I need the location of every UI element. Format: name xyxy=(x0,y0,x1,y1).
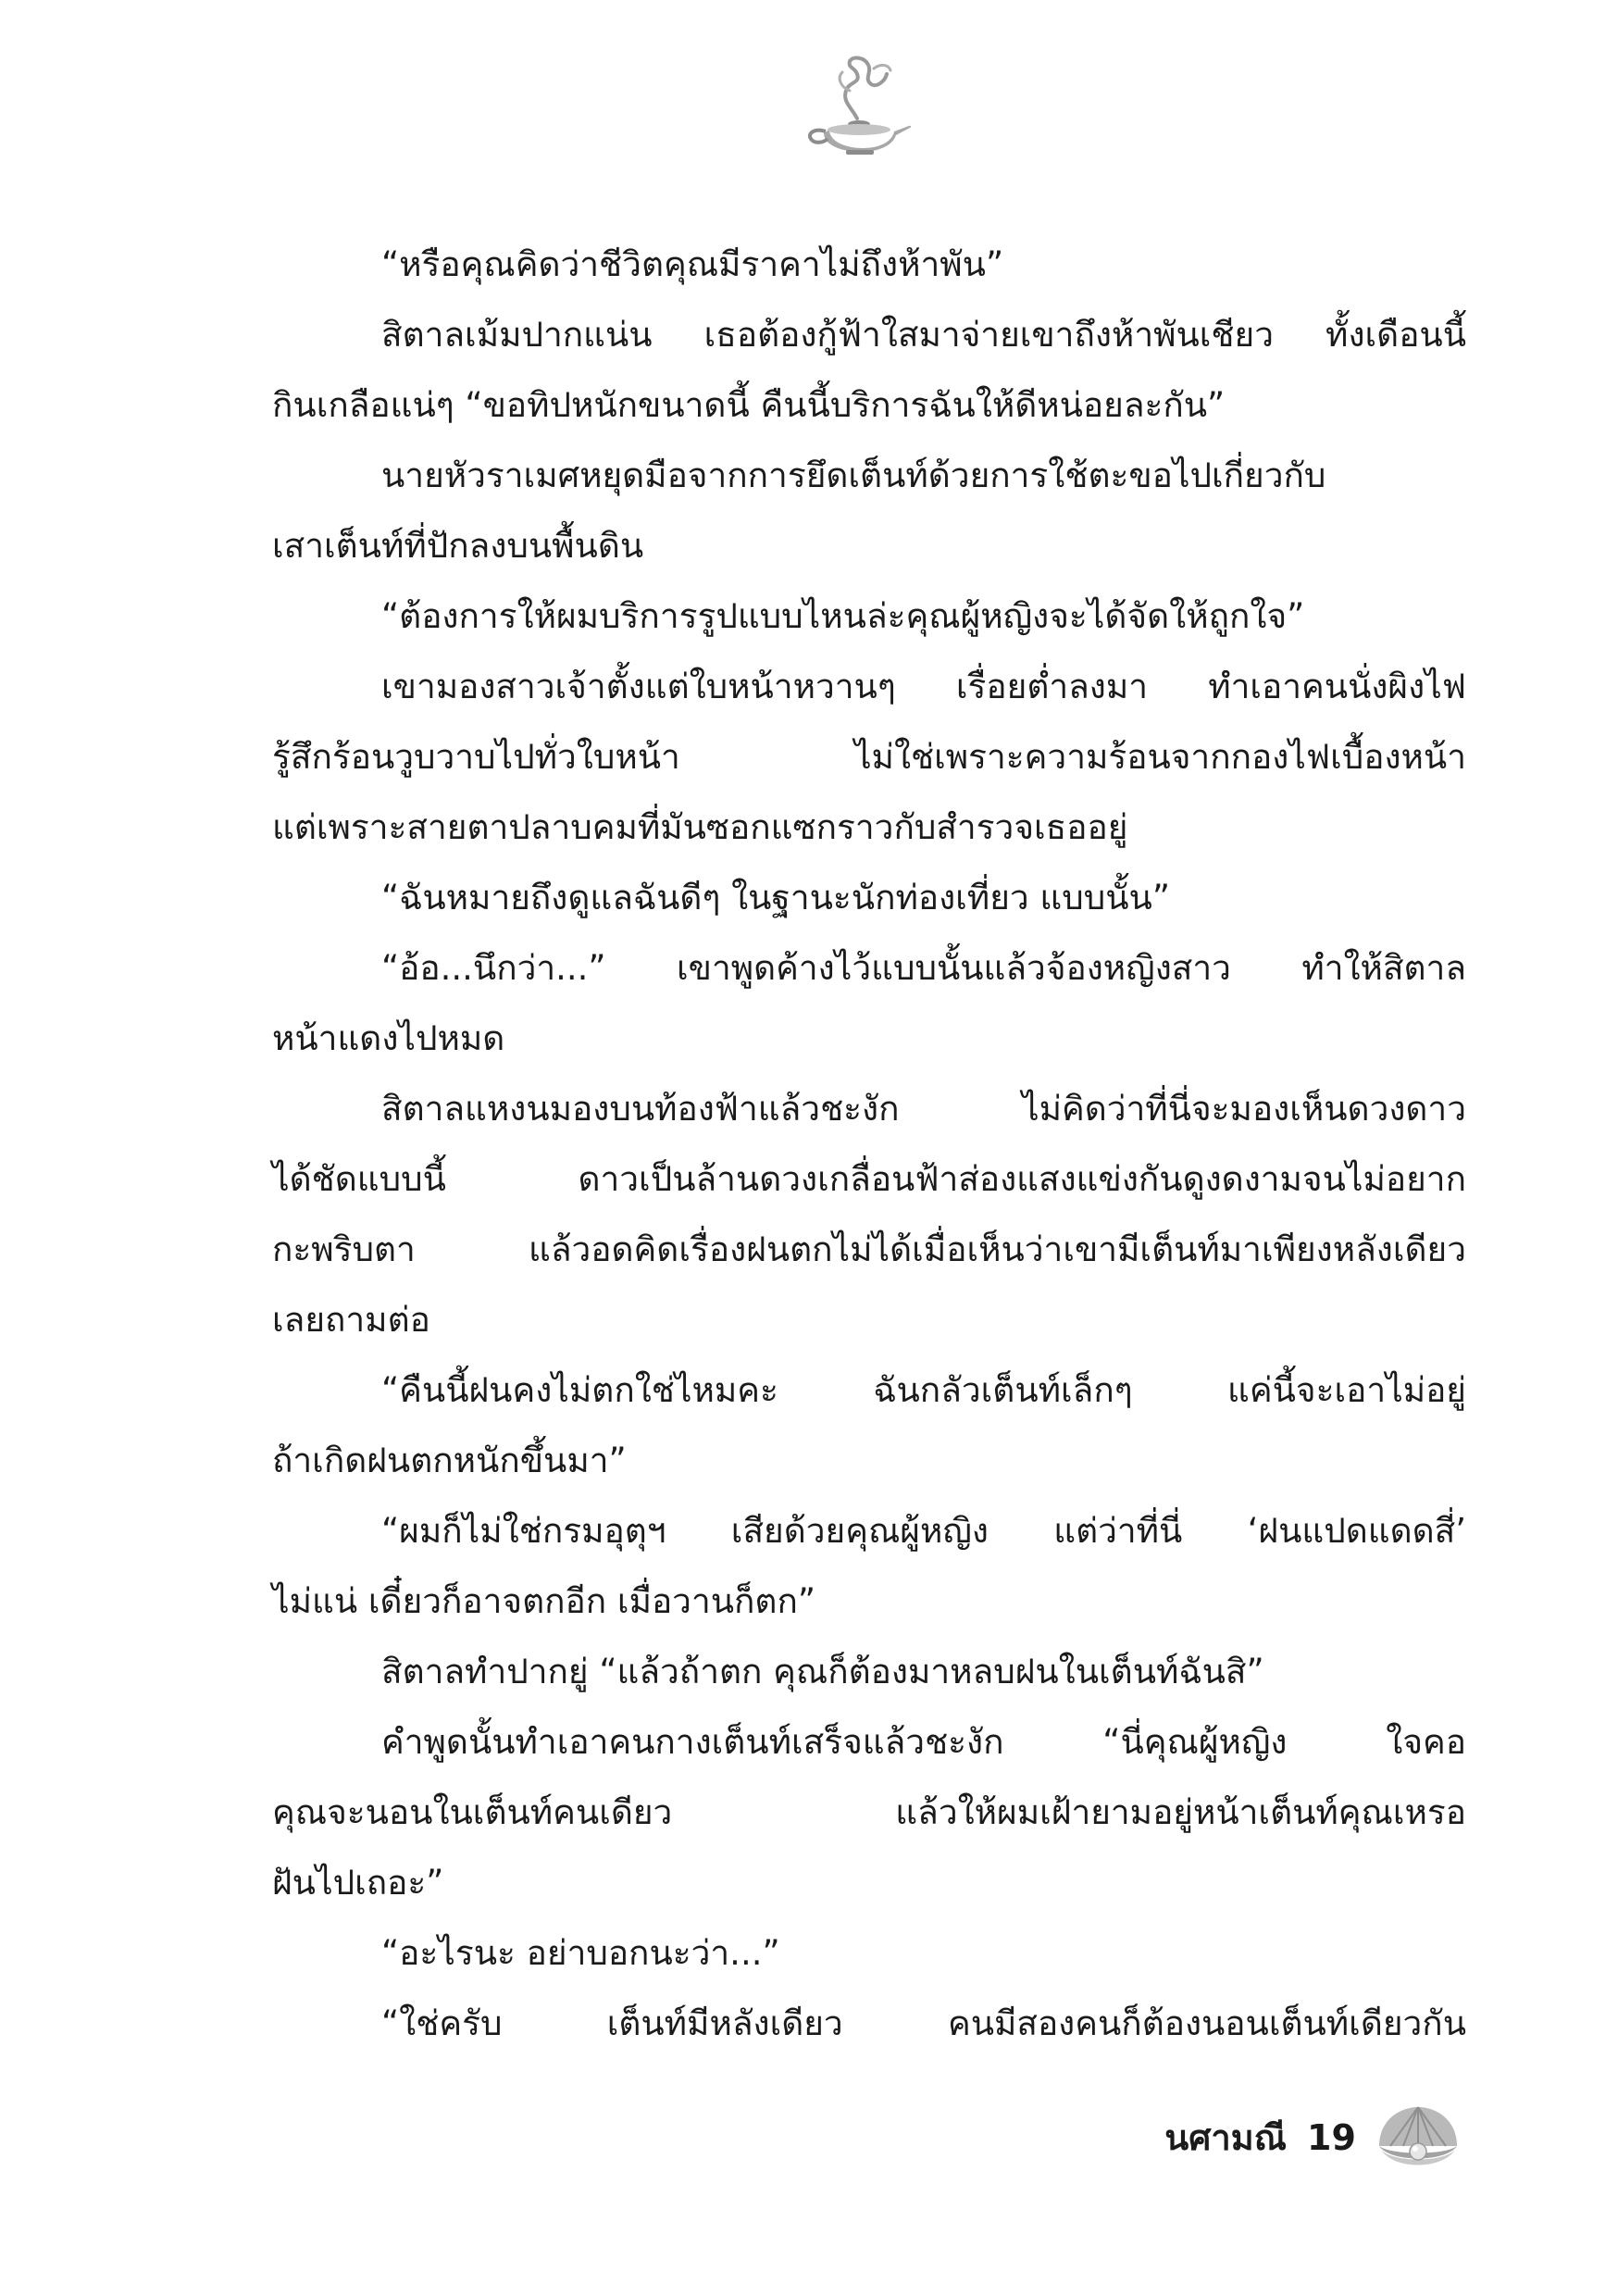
text-line: สิตาลเม้มปากแน่น เธอต้องกู้ฟ้าใสมาจ่ายเขาถึงห้าพันเชียว ทั้งเดือนนี้ xyxy=(381,315,1466,355)
text-line: คุณจะนอนในเต็นท์คนเดียว แล้วให้ผมเฝ้ายามอยู่หน้าเต็นท์คุณเหรอ xyxy=(272,1792,1466,1832)
text-line: “คืนนี้ฝนคงไม่ตกใช่ไหมคะ ฉันกลัวเต็นท์เล็กๆ แค่นี้จะเอาไม่อยู่ xyxy=(381,1370,1466,1410)
text-line: “อ้อ...นึกว่า...” เขาพูดค้างไว้แบบนั้นแล้วจ้องหญิงสาว ทำให้สิตาล xyxy=(381,948,1466,988)
text-line: เสาเต็นท์ที่ปักลงบนพื้นดิน xyxy=(272,526,644,566)
text-line: รู้สึกร้อนวูบวาบไปทั่วใบหน้า ไม่ใช่เพราะความร้อนจากกองไฟเบื้องหน้า xyxy=(272,737,1466,777)
text-line: ฝันไปเถอะ” xyxy=(272,1863,444,1903)
text-line: เลยถามต่อ xyxy=(272,1300,430,1340)
genie-lamp-icon xyxy=(796,54,916,156)
text-line: หน้าแดงไปหมด xyxy=(272,1018,505,1058)
text-line: “หรือคุณคิดว่าชีวิตคุณมีราคาไม่ถึงห้าพัน” xyxy=(381,244,1004,284)
page-number: 19 xyxy=(1307,2117,1356,2158)
text-line: แต่เพราะสายตาปลาบคมที่มันซอกแซกราวกับสำรวจเธออยู่ xyxy=(272,807,1128,847)
chapter-text xyxy=(272,230,1466,2059)
text-line: “อะไรนะ อย่าบอกนะว่า...” xyxy=(381,1933,780,1973)
text-line: “ใช่ครับ เต็นท์มีหลังเดียว คนมีสองคนก็ต้องนอนเต็นท์เดียวกัน xyxy=(381,2003,1466,2043)
text-line: เขามองสาวเจ้าตั้งแต่ใบหน้าหวานๆ เรื่อยต่ำลงมา ทำเอาคนนั่งผิงไฟ xyxy=(381,667,1466,706)
text-line: “ต้องการให้ผมบริการรูปแบบไหนล่ะคุณผู้หญิงจะได้จัดให้ถูกใจ” xyxy=(381,596,1305,636)
text-line: สิตาลแหงนมองบนท้องฟ้าแล้วชะงัก ไม่คิดว่าที่นี่จะมองเห็นดวงดาว xyxy=(381,1089,1466,1129)
text-line: ไม่แน่ เดี๋ยวก็อาจตกอีก เมื่อวานก็ตก” xyxy=(272,1581,816,1621)
text-line: กินเกลือแน่ๆ “ขอทิปหนักขนาดนี้ คืนนี้บริการฉันให้ดีหน่อยละกัน” xyxy=(272,385,1226,425)
page-footer xyxy=(1101,2102,1490,2176)
pearl-shell-icon xyxy=(1372,2102,1464,2176)
text-line: กะพริบตา แล้วอดคิดเรื่องฝนตกไม่ได้เมื่อเห็นว่าเขามีเต็นท์มาเพียงหลังเดียว xyxy=(272,1229,1466,1269)
text-line: ถ้าเกิดฝนตกหนักขึ้นมา” xyxy=(272,1441,627,1480)
text-line: สิตาลทำปากยู่ “แล้วถ้าตก คุณก็ต้องมาหลบฝนในเต็นท์ฉันสิ” xyxy=(381,1652,1264,1691)
text-line: นายหัวราเมศหยุดมือจากการยึดเต็นท์ด้วยการใช้ตะขอไปเกี่ยวกับ xyxy=(381,455,1326,495)
text-line: “ผมก็ไม่ใช่กรมอุตุฯ เสียด้วยคุณผู้หญิง แต่ว่าที่นี่ ‘ฝนแปดแดดสี่’ xyxy=(381,1511,1466,1551)
text-line: ได้ชัดแบบนี้ ดาวเป็นล้านดวงเกลื่อนฟ้าส่องแสงแข่งกันดูงดงามจนไม่อยาก xyxy=(272,1159,1466,1199)
text-line: “ฉันหมายถึงดูแลฉันดีๆ ในฐานะนักท่องเที่ยว แบบนั้น” xyxy=(381,878,1170,917)
text-line: คำพูดนั้นทำเอาคนกางเต็นท์เสร็จแล้วชะงัก “นี่คุณผู้หญิง ใจคอ xyxy=(381,1722,1466,1762)
book-title: นศามณี xyxy=(1164,2117,1287,2158)
